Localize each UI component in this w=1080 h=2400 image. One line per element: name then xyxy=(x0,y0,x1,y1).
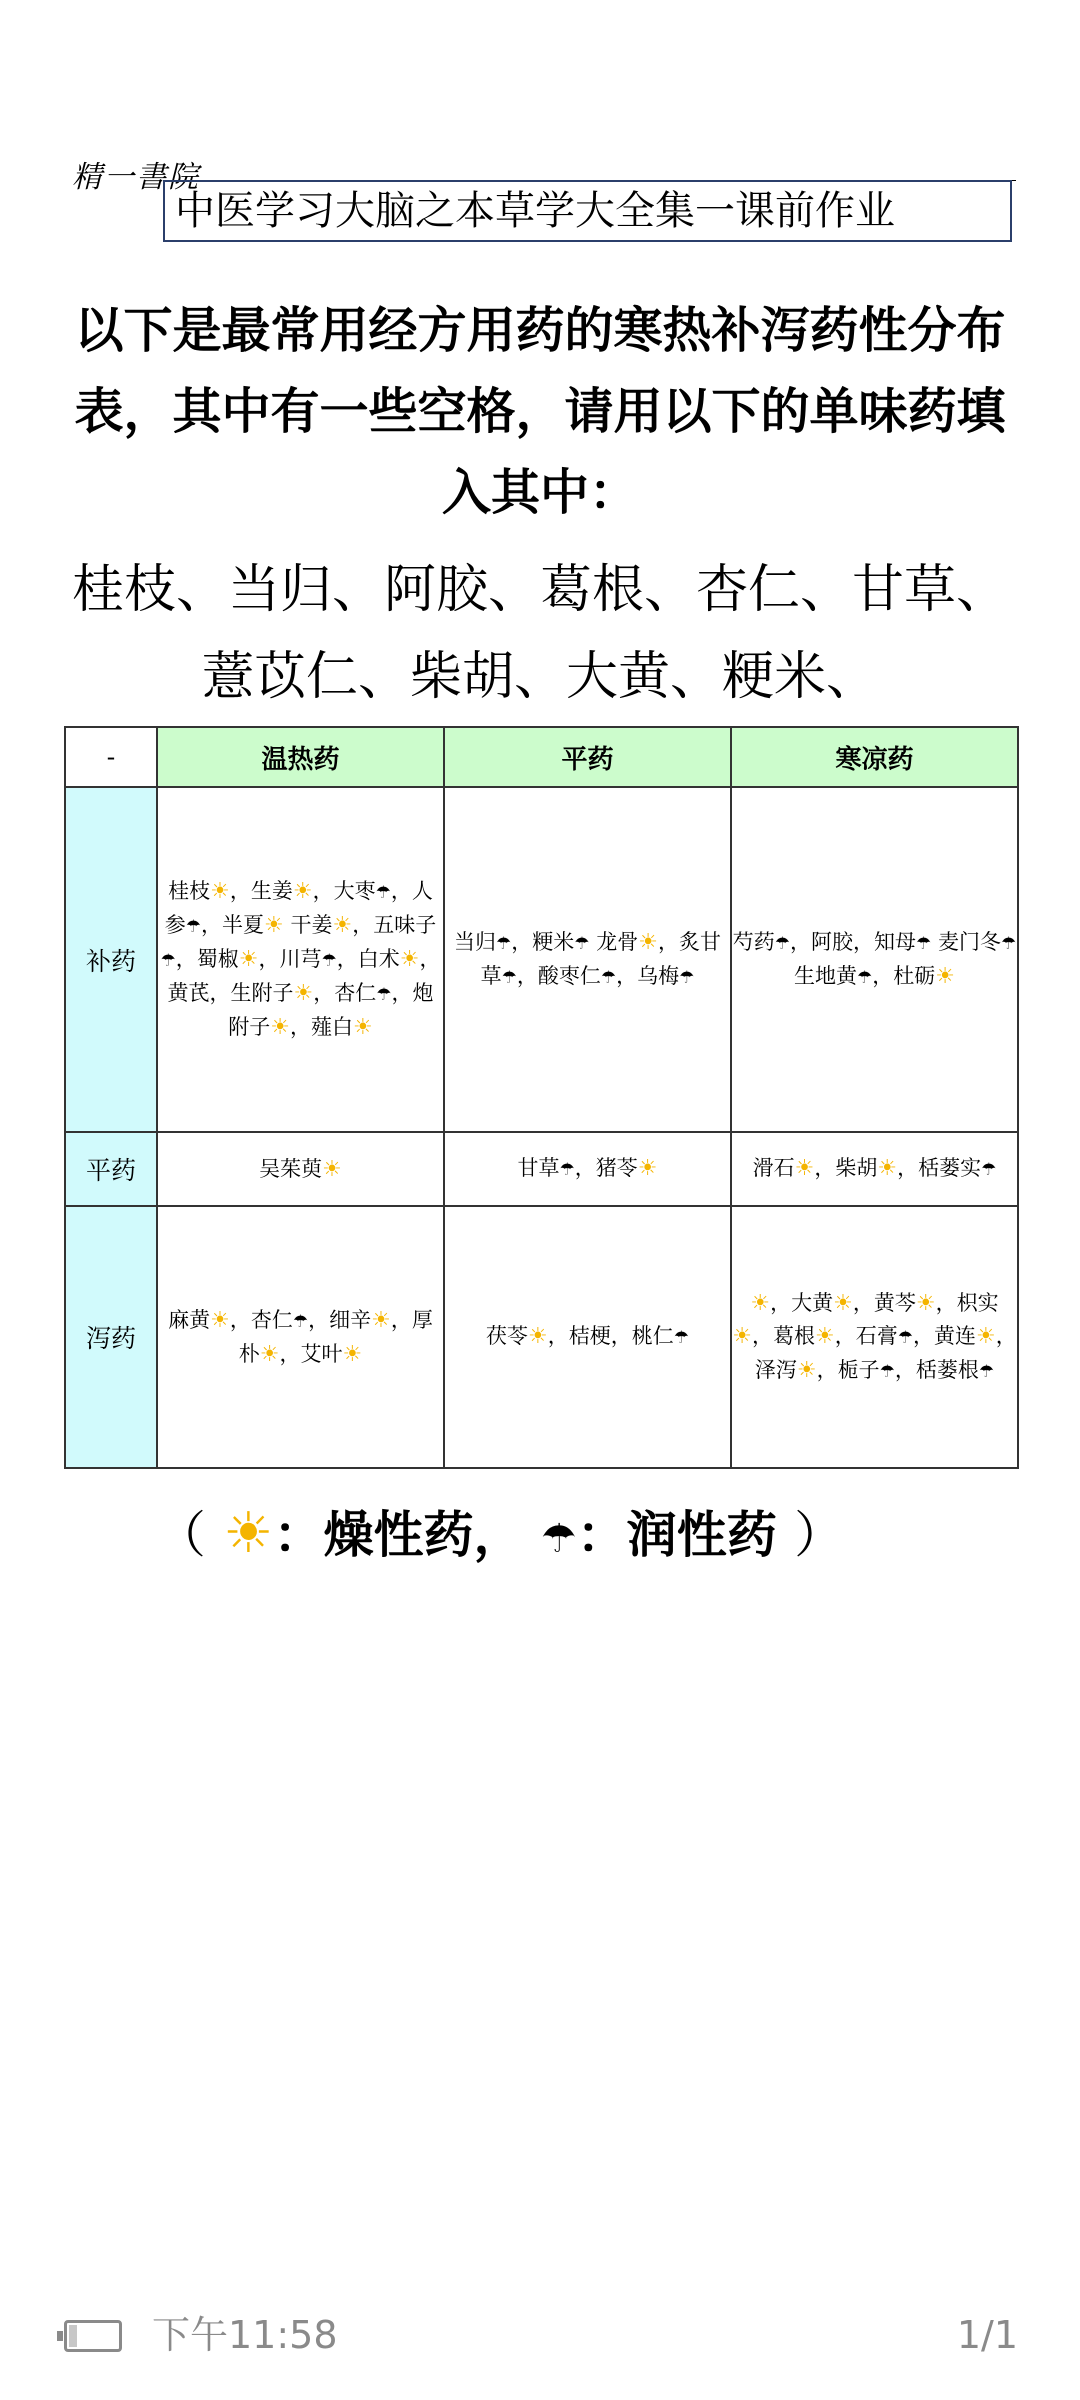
herb-property-table xyxy=(64,726,1019,1469)
legend-dry-label: ：燥性药， xyxy=(273,1506,524,1564)
sun-icon: ☀ xyxy=(794,1156,815,1181)
row-label-tonify: 补药 xyxy=(65,787,157,1132)
umbrella-icon: ☂ xyxy=(600,967,617,988)
umbrella-icon: ☂ xyxy=(978,1361,995,1382)
sun-icon: ☀ xyxy=(637,1156,658,1181)
table-row xyxy=(65,787,1018,1132)
cell-neutral-cold: 滑石☀，柴胡☀，栝蒌实☂ xyxy=(731,1132,1018,1206)
umbrella-icon: ☂ xyxy=(897,1327,913,1348)
umbrella-icon: ☂ xyxy=(160,951,176,971)
column-cold: 寒凉药 xyxy=(731,727,1018,787)
cell-neutral-warm: 吴茱萸☀ xyxy=(157,1132,444,1206)
umbrella-icon: ☂ xyxy=(981,1160,997,1180)
cell-purge-warm: 麻黄☀，杏仁☂，细辛☀，厚朴☀，艾叶☀ xyxy=(157,1206,444,1468)
clock-time: 下午11:58 xyxy=(152,2313,338,2357)
cell-purge-neutral: 茯苓☀，桔梗，桃仁☂ xyxy=(444,1206,731,1468)
legend-open: （ xyxy=(155,1506,206,1564)
sun-icon: ☀ xyxy=(638,929,658,955)
cell-tonify-warm: 桂枝☀，生姜☀，大枣☂，人参☂，半夏☀ 干姜☀，五味子☂，蜀椒☀，川芎☂，白术☀，黄芪，生附子☀，杏仁☂，炮附子☀，薤白☀ xyxy=(157,787,444,1132)
column-warm: 温热药 xyxy=(157,727,444,787)
sun-icon: ☀ xyxy=(210,1307,230,1333)
sun-icon: ☀ xyxy=(732,1323,752,1349)
sun-icon: ☀ xyxy=(342,1341,363,1367)
sun-icon: ☀ xyxy=(815,1323,835,1349)
page-title: 中医学习大脑之本草学大全集一课前作业 xyxy=(163,180,1012,242)
legend xyxy=(0,1495,1000,1567)
sun-icon: ☀ xyxy=(292,879,313,904)
umbrella-icon: ☂ xyxy=(376,985,392,1005)
sun-icon: ☀ xyxy=(259,1341,280,1367)
sun-icon: ☀ xyxy=(371,1307,391,1333)
sun-icon: ☀ xyxy=(264,913,284,938)
sun-icon: ☀ xyxy=(399,947,420,972)
umbrella-icon: ☂ xyxy=(879,1361,895,1382)
umbrella-icon: ☂ xyxy=(540,1516,577,1562)
page-indicator[interactable]: 1/1 xyxy=(956,2313,1018,2357)
umbrella-icon: ☂ xyxy=(185,917,202,937)
sun-icon: ☀ xyxy=(750,1290,771,1316)
sun-icon: ☀ xyxy=(915,1290,936,1316)
herb-list xyxy=(60,547,1020,721)
sun-icon: ☀ xyxy=(293,981,314,1006)
umbrella-icon: ☂ xyxy=(501,967,517,988)
table-row xyxy=(65,1206,1018,1468)
umbrella-icon: ☂ xyxy=(574,933,590,954)
row-label-purge: 泻药 xyxy=(65,1206,157,1468)
sun-icon: ☀ xyxy=(210,879,230,904)
sun-icon: ☀ xyxy=(270,1015,290,1040)
logo: 精一書院 xyxy=(72,160,200,195)
row-label-neutral: 平药 xyxy=(65,1132,157,1206)
legend-close: ） xyxy=(794,1506,845,1564)
umbrella-icon: ☂ xyxy=(375,883,391,903)
table-corner: - xyxy=(65,727,157,787)
cell-tonify-cold: 芍药☂，阿胶，知母☂ 麦门冬☂ 生地黄☂，杜砺☀ xyxy=(731,787,1018,1132)
umbrella-icon: ☂ xyxy=(857,967,873,988)
sun-icon: ☀ xyxy=(238,947,259,972)
table-row xyxy=(65,1132,1018,1206)
sun-icon: ☀ xyxy=(796,1357,817,1383)
table-header-row xyxy=(65,727,1018,787)
umbrella-icon: ☂ xyxy=(496,933,512,954)
umbrella-icon: ☂ xyxy=(774,933,791,954)
cell-tonify-neutral: 当归☂，粳米☂ 龙骨☀，炙甘草☂，酸枣仁☂，乌梅☂ xyxy=(444,787,731,1132)
sun-icon: ☀ xyxy=(877,1156,898,1181)
umbrella-icon: ☂ xyxy=(673,1328,689,1348)
sun-icon: ☀ xyxy=(975,1323,996,1349)
assignment-heading: 以下是最常用经方用药的寒热补泻药性分布表，其中有一些空格，请用以下的单味药填入其中： xyxy=(74,302,1006,521)
sun-icon: ☀ xyxy=(332,913,353,938)
sun-icon: ☀ xyxy=(935,963,955,989)
herb-list-line-1: 桂枝、当归、阿胶、葛根、杏仁、甘草、 xyxy=(71,560,1008,620)
umbrella-icon: ☂ xyxy=(916,933,932,954)
sun-icon: ☀ xyxy=(833,1290,853,1316)
umbrella-icon: ☂ xyxy=(321,951,337,971)
sun-icon: ☀ xyxy=(353,1015,373,1040)
cell-neutral-neutral: 甘草☂，猪苓☀ xyxy=(444,1132,731,1206)
umbrella-icon: ☂ xyxy=(1000,933,1017,954)
sun-icon: ☀ xyxy=(528,1324,548,1349)
status-bar xyxy=(62,2310,1018,2360)
sun-icon: ☀ xyxy=(322,1156,342,1182)
sun-icon: ☀ xyxy=(223,1501,274,1566)
battery-icon xyxy=(64,2320,122,2352)
umbrella-icon: ☂ xyxy=(679,967,695,988)
umbrella-icon: ☂ xyxy=(559,1160,575,1180)
umbrella-icon: ☂ xyxy=(292,1311,309,1332)
cell-purge-cold: ☀，大黄☀，黄芩☀，枳实☀，葛根☀，石膏☂，黄连☀，泽泻☀，栀子☂，栝蒌根☂ xyxy=(731,1206,1018,1468)
column-neutral: 平药 xyxy=(444,727,731,787)
legend-moist-label: ：润性药 xyxy=(576,1506,777,1564)
herb-list-line-2: 薏苡仁、柴胡、大黄、粳米、 xyxy=(201,647,878,707)
